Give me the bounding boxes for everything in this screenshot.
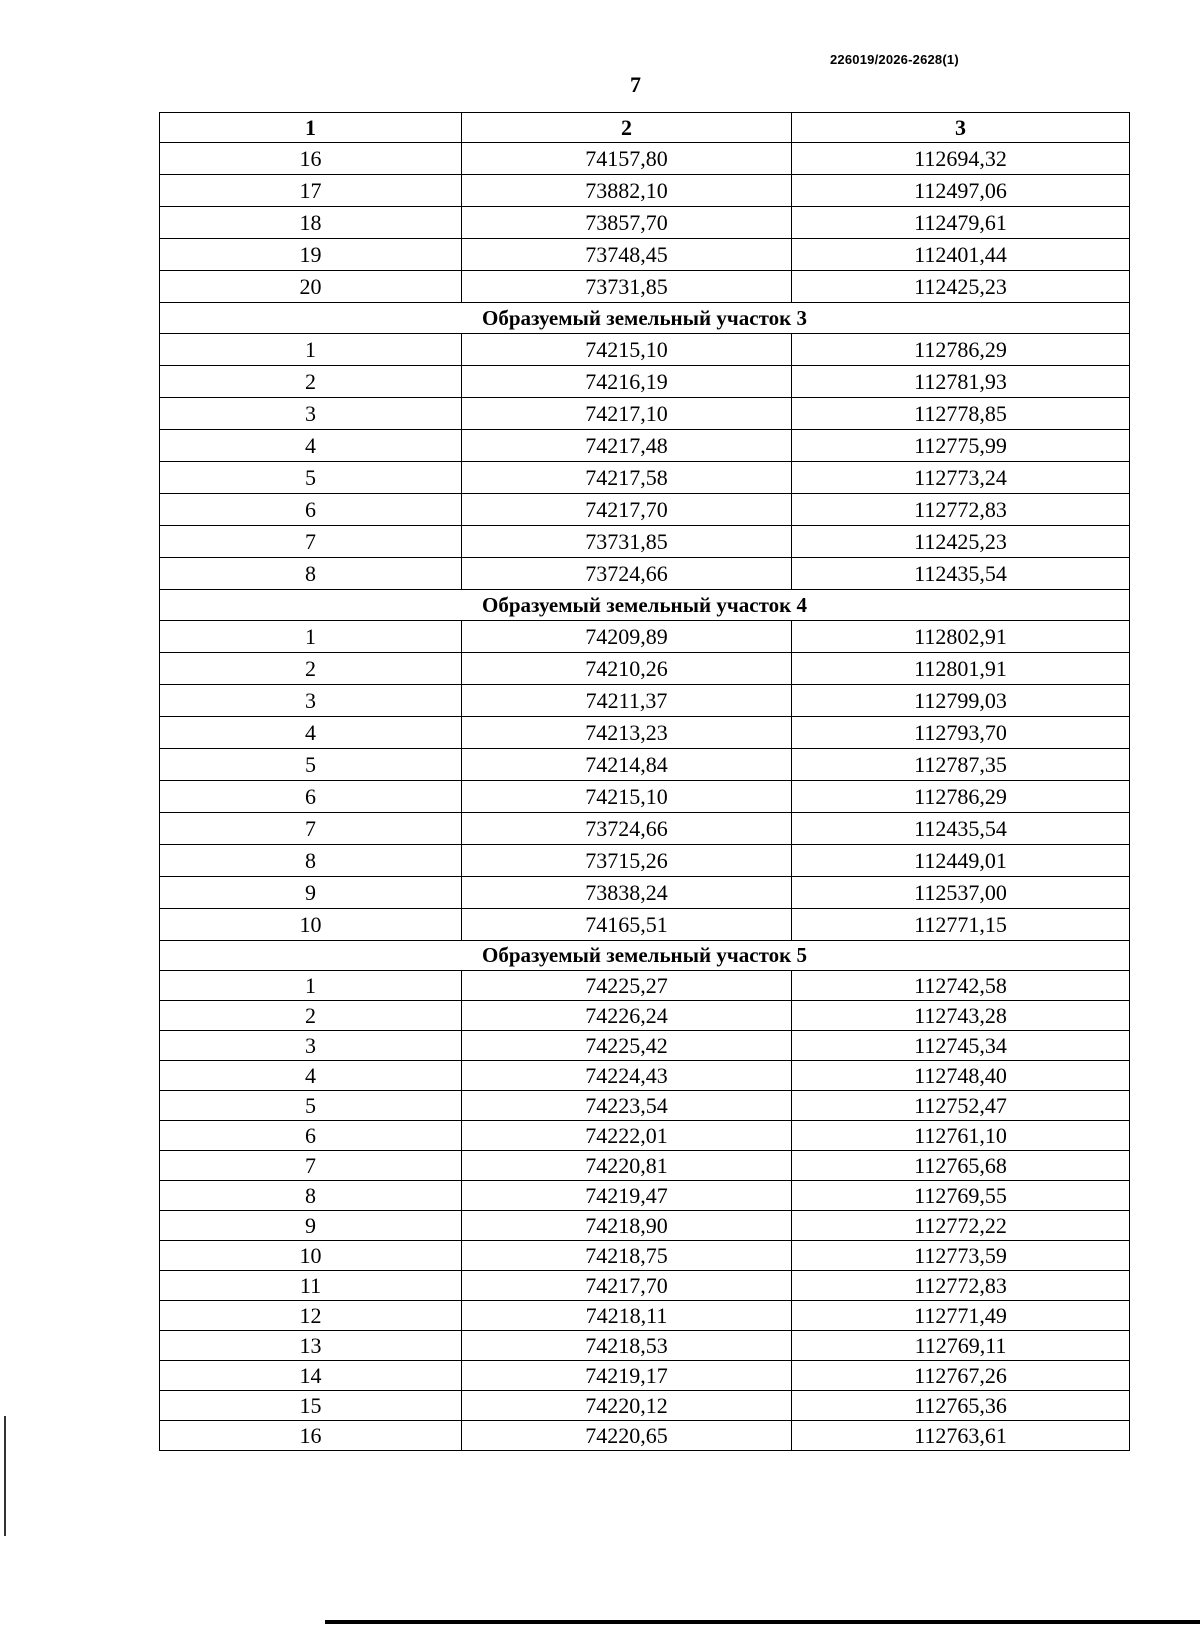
point-number-cell: 16 [160, 1421, 462, 1451]
point-number-cell: 2 [160, 653, 462, 685]
x-coordinate-cell: 74218,53 [462, 1331, 792, 1361]
scan-edge-line [325, 1620, 1200, 1624]
x-coordinate-cell: 74225,42 [462, 1031, 792, 1061]
x-coordinate-cell: 73731,85 [462, 526, 792, 558]
table-row [160, 334, 1130, 366]
header-row [160, 113, 1130, 143]
x-coordinate-cell: 74210,26 [462, 653, 792, 685]
point-number-cell: 3 [160, 1031, 462, 1061]
table-row [160, 558, 1130, 590]
y-coordinate-cell: 112537,00 [792, 877, 1130, 909]
coordinates-table [159, 112, 1130, 1451]
table-row [160, 1151, 1130, 1181]
y-coordinate-cell: 112801,91 [792, 653, 1130, 685]
table-row [160, 1211, 1130, 1241]
table-row [160, 1301, 1130, 1331]
table-row [160, 1031, 1130, 1061]
point-number-cell: 10 [160, 909, 462, 941]
y-coordinate-cell: 112748,40 [792, 1061, 1130, 1091]
point-number-cell: 8 [160, 1181, 462, 1211]
table-row [160, 1121, 1130, 1151]
y-coordinate-cell: 112772,22 [792, 1211, 1130, 1241]
x-coordinate-cell: 73724,66 [462, 558, 792, 590]
x-coordinate-cell: 74218,11 [462, 1301, 792, 1331]
table-row [160, 877, 1130, 909]
point-number-cell: 8 [160, 845, 462, 877]
y-coordinate-cell: 112425,23 [792, 271, 1130, 303]
x-coordinate-cell: 74220,65 [462, 1421, 792, 1451]
x-coordinate-cell: 74215,10 [462, 781, 792, 813]
point-number-cell: 5 [160, 1091, 462, 1121]
table-row [160, 239, 1130, 271]
point-number-cell: 1 [160, 621, 462, 653]
table-row [160, 1091, 1130, 1121]
x-coordinate-cell: 74223,54 [462, 1091, 792, 1121]
y-coordinate-cell: 112769,55 [792, 1181, 1130, 1211]
y-coordinate-cell: 112765,68 [792, 1151, 1130, 1181]
y-coordinate-cell: 112449,01 [792, 845, 1130, 877]
point-number-cell: 3 [160, 685, 462, 717]
document-id: 226019/2026-2628(1) [830, 52, 959, 67]
y-coordinate-cell: 112772,83 [792, 1271, 1130, 1301]
section-plot-4 [160, 590, 1130, 941]
x-coordinate-cell: 74217,10 [462, 398, 792, 430]
x-coordinate-cell: 74222,01 [462, 1121, 792, 1151]
y-coordinate-cell: 112799,03 [792, 685, 1130, 717]
table-row [160, 143, 1130, 175]
table-row [160, 462, 1130, 494]
y-coordinate-cell: 112497,06 [792, 175, 1130, 207]
table-row [160, 430, 1130, 462]
y-coordinate-cell: 112694,32 [792, 143, 1130, 175]
point-number-cell: 20 [160, 271, 462, 303]
y-coordinate-cell: 112765,36 [792, 1391, 1130, 1421]
table-row [160, 271, 1130, 303]
table-row [160, 685, 1130, 717]
table-row [160, 749, 1130, 781]
point-number-cell: 17 [160, 175, 462, 207]
point-number-cell: 3 [160, 398, 462, 430]
table-row [160, 1421, 1130, 1451]
point-number-cell: 15 [160, 1391, 462, 1421]
column-header-1: 1 [160, 113, 462, 143]
y-coordinate-cell: 112479,61 [792, 207, 1130, 239]
x-coordinate-cell: 74225,27 [462, 971, 792, 1001]
section-title: Образуемый земельный участок 4 [160, 590, 1130, 621]
point-number-cell: 16 [160, 143, 462, 175]
x-coordinate-cell: 74215,10 [462, 334, 792, 366]
section-title-row [160, 303, 1130, 334]
y-coordinate-cell: 112793,70 [792, 717, 1130, 749]
x-coordinate-cell: 74211,37 [462, 685, 792, 717]
point-number-cell: 12 [160, 1301, 462, 1331]
point-number-cell: 7 [160, 526, 462, 558]
point-number-cell: 10 [160, 1241, 462, 1271]
table-row [160, 494, 1130, 526]
y-coordinate-cell: 112773,59 [792, 1241, 1130, 1271]
table-row [160, 1391, 1130, 1421]
table-row [160, 909, 1130, 941]
x-coordinate-cell: 74218,75 [462, 1241, 792, 1271]
y-coordinate-cell: 112742,58 [792, 971, 1130, 1001]
point-number-cell: 7 [160, 813, 462, 845]
table-row [160, 621, 1130, 653]
point-number-cell: 1 [160, 334, 462, 366]
table-row [160, 207, 1130, 239]
y-coordinate-cell: 112752,47 [792, 1091, 1130, 1121]
table-row [160, 175, 1130, 207]
x-coordinate-cell: 73857,70 [462, 207, 792, 239]
table-row [160, 1061, 1130, 1091]
point-number-cell: 2 [160, 1001, 462, 1031]
y-coordinate-cell: 112745,34 [792, 1031, 1130, 1061]
table-row [160, 717, 1130, 749]
y-coordinate-cell: 112435,54 [792, 813, 1130, 845]
section-title-row [160, 941, 1130, 971]
point-number-cell: 1 [160, 971, 462, 1001]
y-coordinate-cell: 112767,26 [792, 1361, 1130, 1391]
table-header [160, 113, 1130, 143]
x-coordinate-cell: 74217,70 [462, 494, 792, 526]
y-coordinate-cell: 112761,10 [792, 1121, 1130, 1151]
point-number-cell: 13 [160, 1331, 462, 1361]
point-number-cell: 19 [160, 239, 462, 271]
point-number-cell: 4 [160, 1061, 462, 1091]
x-coordinate-cell: 73838,24 [462, 877, 792, 909]
y-coordinate-cell: 112786,29 [792, 781, 1130, 813]
column-header-3: 3 [792, 113, 1130, 143]
table-row [160, 1001, 1130, 1031]
point-number-cell: 9 [160, 877, 462, 909]
table-row [160, 1361, 1130, 1391]
y-coordinate-cell: 112773,24 [792, 462, 1130, 494]
x-coordinate-cell: 74219,17 [462, 1361, 792, 1391]
x-coordinate-cell: 73882,10 [462, 175, 792, 207]
point-number-cell: 8 [160, 558, 462, 590]
section-title-row [160, 590, 1130, 621]
column-header-2: 2 [462, 113, 792, 143]
table-row [160, 1181, 1130, 1211]
table-row [160, 526, 1130, 558]
point-number-cell: 4 [160, 430, 462, 462]
table-row [160, 971, 1130, 1001]
y-coordinate-cell: 112781,93 [792, 366, 1130, 398]
y-coordinate-cell: 112425,23 [792, 526, 1130, 558]
section-title: Образуемый земельный участок 5 [160, 941, 1130, 971]
x-coordinate-cell: 74209,89 [462, 621, 792, 653]
x-coordinate-cell: 74219,47 [462, 1181, 792, 1211]
x-coordinate-cell: 73748,45 [462, 239, 792, 271]
x-coordinate-cell: 74165,51 [462, 909, 792, 941]
page-number: 7 [630, 72, 641, 97]
x-coordinate-cell: 74217,58 [462, 462, 792, 494]
point-number-cell: 6 [160, 494, 462, 526]
point-number-cell: 18 [160, 207, 462, 239]
continuation-rows [160, 143, 1130, 303]
section-plot-5 [160, 941, 1130, 1451]
y-coordinate-cell: 112772,83 [792, 494, 1130, 526]
point-number-cell: 5 [160, 462, 462, 494]
x-coordinate-cell: 74220,12 [462, 1391, 792, 1421]
x-coordinate-cell: 74157,80 [462, 143, 792, 175]
y-coordinate-cell: 112786,29 [792, 334, 1130, 366]
point-number-cell: 7 [160, 1151, 462, 1181]
table-row [160, 653, 1130, 685]
point-number-cell: 11 [160, 1271, 462, 1301]
y-coordinate-cell: 112775,99 [792, 430, 1130, 462]
x-coordinate-cell: 74217,70 [462, 1271, 792, 1301]
y-coordinate-cell: 112435,54 [792, 558, 1130, 590]
y-coordinate-cell: 112763,61 [792, 1421, 1130, 1451]
x-coordinate-cell: 74216,19 [462, 366, 792, 398]
point-number-cell: 6 [160, 1121, 462, 1151]
point-number-cell: 14 [160, 1361, 462, 1391]
point-number-cell: 2 [160, 366, 462, 398]
x-coordinate-cell: 73731,85 [462, 271, 792, 303]
x-coordinate-cell: 74226,24 [462, 1001, 792, 1031]
y-coordinate-cell: 112401,44 [792, 239, 1130, 271]
table-row [160, 1241, 1130, 1271]
point-number-cell: 6 [160, 781, 462, 813]
x-coordinate-cell: 73715,26 [462, 845, 792, 877]
x-coordinate-cell: 73724,66 [462, 813, 792, 845]
table-row [160, 398, 1130, 430]
y-coordinate-cell: 112771,15 [792, 909, 1130, 941]
y-coordinate-cell: 112787,35 [792, 749, 1130, 781]
y-coordinate-cell: 112771,49 [792, 1301, 1130, 1331]
scan-edge-mark [4, 1416, 6, 1536]
table-row [160, 781, 1130, 813]
table-row [160, 845, 1130, 877]
table-row [160, 813, 1130, 845]
y-coordinate-cell: 112743,28 [792, 1001, 1130, 1031]
y-coordinate-cell: 112802,91 [792, 621, 1130, 653]
x-coordinate-cell: 74217,48 [462, 430, 792, 462]
section-title: Образуемый земельный участок 3 [160, 303, 1130, 334]
y-coordinate-cell: 112769,11 [792, 1331, 1130, 1361]
table-row [160, 1271, 1130, 1301]
y-coordinate-cell: 112778,85 [792, 398, 1130, 430]
table-row [160, 366, 1130, 398]
x-coordinate-cell: 74218,90 [462, 1211, 792, 1241]
section-plot-3 [160, 303, 1130, 590]
x-coordinate-cell: 74213,23 [462, 717, 792, 749]
x-coordinate-cell: 74214,84 [462, 749, 792, 781]
point-number-cell: 5 [160, 749, 462, 781]
table-row [160, 1331, 1130, 1361]
point-number-cell: 9 [160, 1211, 462, 1241]
x-coordinate-cell: 74224,43 [462, 1061, 792, 1091]
point-number-cell: 4 [160, 717, 462, 749]
x-coordinate-cell: 74220,81 [462, 1151, 792, 1181]
